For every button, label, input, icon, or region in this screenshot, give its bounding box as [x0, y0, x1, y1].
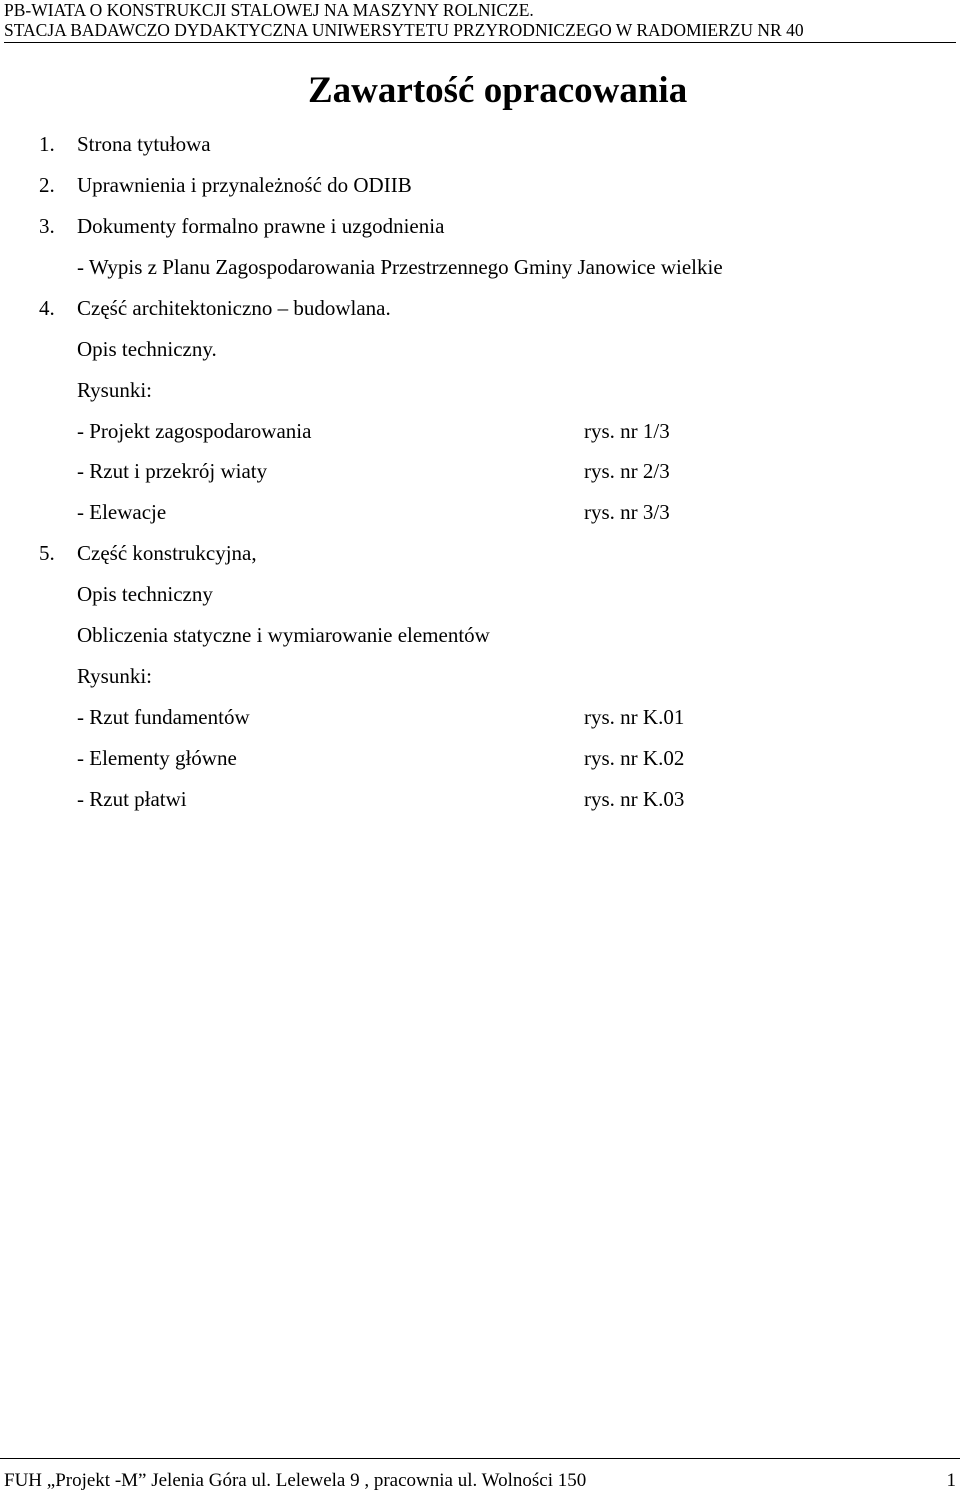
item-text: Strona tytułowa: [77, 132, 211, 156]
drawing-item: - Projekt zagospodarowania: [77, 419, 312, 443]
item-number: 4.: [39, 296, 55, 320]
sub-item: - Wypis z Planu Zagospodarowania Przestrzennego Gminy Janowice wielkie: [77, 255, 723, 279]
sub-item: Obliczenia statyczne i wymiarowanie elementów: [77, 623, 490, 647]
item-number: 2.: [39, 173, 55, 197]
page-footer: [0, 1458, 960, 1492]
item-number: 3.: [39, 214, 55, 238]
drawing-ref: rys. nr K.02: [584, 746, 685, 770]
drawing-ref: rys. nr 1/3: [584, 419, 670, 443]
sub-item: Rysunki:: [77, 378, 153, 402]
footer-company-address: FUH „Projekt -M” Jelenia Góra ul. Lelewela 9 , pracownia ul. Wolności 150: [4, 1470, 587, 1491]
drawing-item: - Rzut i przekrój wiaty: [77, 459, 268, 483]
item-number: 1.: [39, 132, 55, 156]
page-number: 1: [946, 1470, 956, 1491]
document-title: Zawartość opracowania: [308, 70, 688, 111]
sub-item: Opis techniczny: [77, 582, 213, 606]
drawing-ref: rys. nr 2/3: [584, 459, 670, 483]
sub-item: Rysunki:: [77, 664, 153, 688]
item-text: Uprawnienia i przynależność do ODIIB: [77, 173, 412, 197]
item-text: Część architektoniczno – budowlana.: [77, 296, 391, 320]
item-text: Część konstrukcyjna,: [77, 541, 257, 565]
drawing-ref: rys. nr K.03: [584, 787, 685, 811]
item-text: Dokumenty formalno prawne i uzgodnienia: [77, 214, 445, 238]
drawing-item: - Rzut fundamentów: [77, 705, 250, 729]
sub-item: Opis techniczny.: [77, 337, 217, 361]
page-header: [4, 0, 956, 43]
item-number: 5.: [39, 541, 55, 565]
header-project-location: STACJA BADAWCZO DYDAKTYCZNA UNIWERSYTETU PRZYRODNICZEGO W RADOMIERZU NR 40: [4, 20, 804, 40]
drawing-item: - Elewacje: [77, 500, 167, 524]
drawing-item: - Elementy główne: [77, 746, 237, 770]
drawing-ref: rys. nr 3/3: [584, 500, 670, 524]
drawing-item: - Rzut płatwi: [77, 787, 187, 811]
drawing-ref: rys. nr K.01: [584, 705, 685, 729]
header-project-title: PB-WIATA O KONSTRUKCJI STALOWEJ NA MASZYNY ROLNICZE.: [4, 0, 534, 20]
